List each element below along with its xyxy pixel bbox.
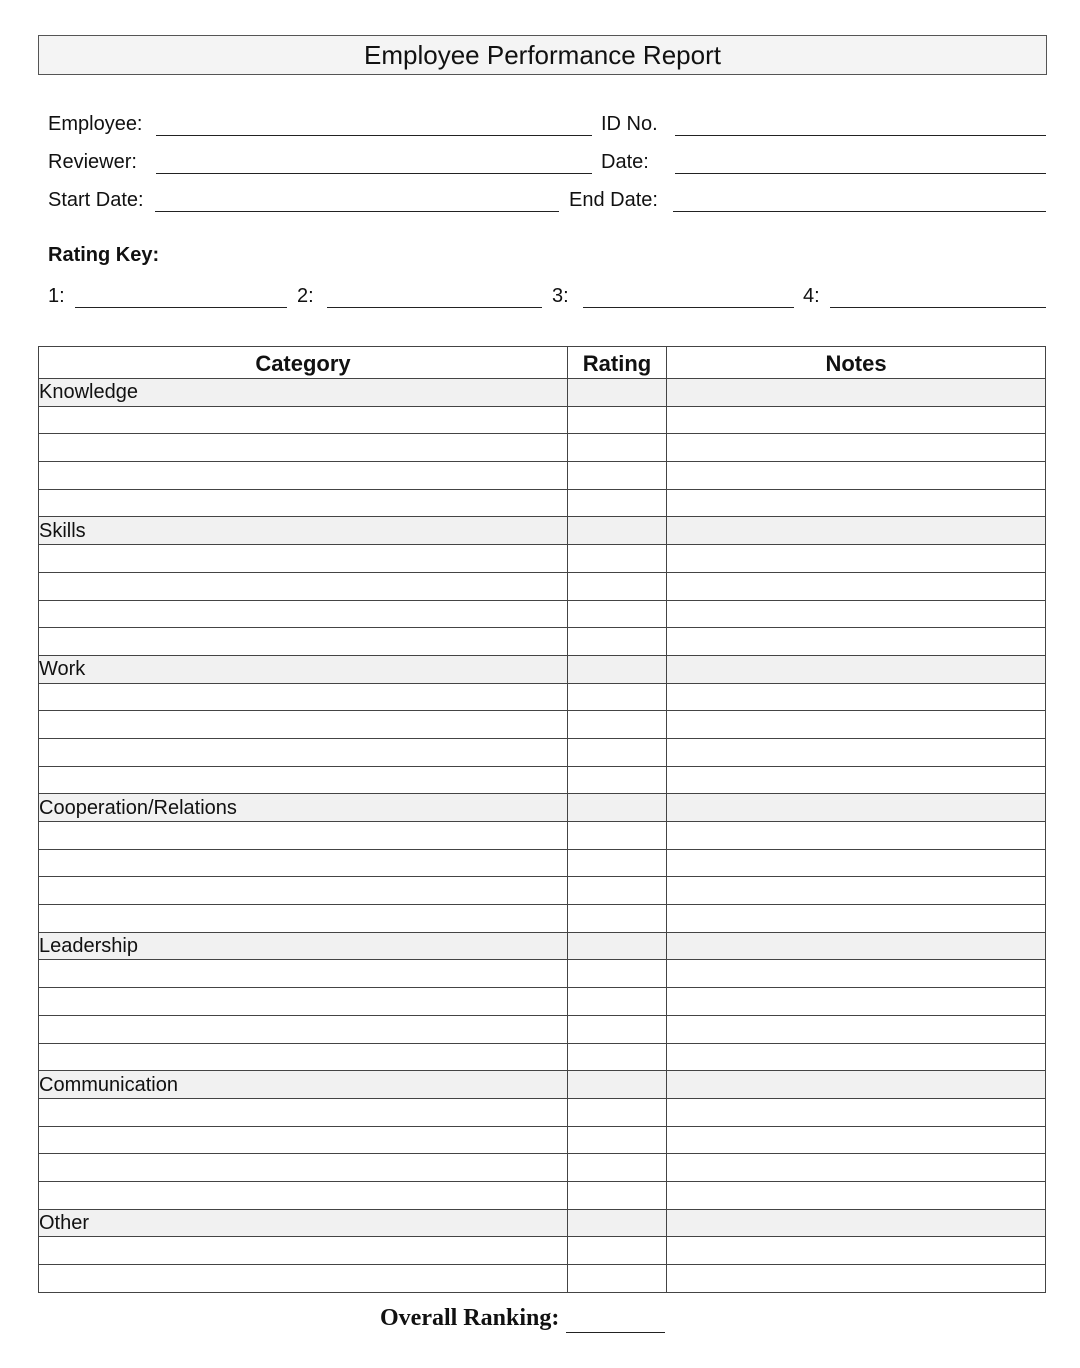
notes-cell[interactable]: [667, 655, 1046, 683]
notes-cell[interactable]: [667, 932, 1046, 960]
section-row: [39, 1209, 1046, 1237]
notes-cell[interactable]: [667, 1237, 1046, 1265]
table-row: [39, 545, 1046, 573]
category-cell[interactable]: [39, 766, 568, 794]
category-cell[interactable]: [39, 1015, 568, 1043]
table-row: [39, 988, 1046, 1016]
notes-cell[interactable]: [667, 489, 1046, 517]
rating-cell[interactable]: [568, 655, 667, 683]
section-label: Knowledge: [39, 379, 568, 407]
employee-label: Employee:: [48, 113, 143, 135]
rating-cell[interactable]: [568, 628, 667, 656]
category-cell[interactable]: [39, 434, 568, 462]
category-cell[interactable]: [39, 1126, 568, 1154]
section-label: Other: [39, 1209, 568, 1237]
section-label: Communication: [39, 1071, 568, 1099]
table-row: [39, 683, 1046, 711]
table-row: [39, 1265, 1046, 1293]
rating-cell[interactable]: [568, 932, 667, 960]
category-cell[interactable]: [39, 738, 568, 766]
rating-cell[interactable]: [568, 1181, 667, 1209]
section-label: Cooperation/Relations: [39, 794, 568, 822]
notes-cell[interactable]: [667, 1126, 1046, 1154]
category-cell[interactable]: [39, 905, 568, 933]
rating-key-1-label: 1:: [48, 285, 65, 307]
category-cell[interactable]: [39, 462, 568, 490]
notes-cell[interactable]: [667, 1154, 1046, 1182]
category-cell[interactable]: [39, 1237, 568, 1265]
section-row: [39, 932, 1046, 960]
table-row: [39, 822, 1046, 850]
notes-cell[interactable]: [667, 877, 1046, 905]
table-row: [39, 738, 1046, 766]
section-row: [39, 379, 1046, 407]
table-header-row: [39, 347, 1046, 379]
rating-cell[interactable]: [568, 1098, 667, 1126]
rating-cell[interactable]: [568, 1209, 667, 1237]
rating-key-2-label: 2:: [297, 285, 314, 307]
rating-cell[interactable]: [568, 738, 667, 766]
start-date-label: Start Date:: [48, 189, 144, 211]
rating-cell[interactable]: [568, 600, 667, 628]
rating-cell[interactable]: [568, 905, 667, 933]
table-row: [39, 462, 1046, 490]
category-cell[interactable]: [39, 1043, 568, 1071]
notes-cell[interactable]: [667, 1181, 1046, 1209]
table-row: [39, 434, 1046, 462]
notes-cell[interactable]: [667, 462, 1046, 490]
notes-cell[interactable]: [667, 1015, 1046, 1043]
table-row: [39, 489, 1046, 517]
category-cell[interactable]: [39, 683, 568, 711]
table-row: [39, 849, 1046, 877]
rating-key-2-field[interactable]: [327, 307, 542, 308]
table-row: [39, 572, 1046, 600]
section-label: Skills: [39, 517, 568, 545]
table-row: [39, 905, 1046, 933]
category-cell[interactable]: [39, 572, 568, 600]
rating-cell[interactable]: [568, 877, 667, 905]
section-row: [39, 655, 1046, 683]
rating-cell[interactable]: [568, 683, 667, 711]
category-cell[interactable]: [39, 545, 568, 573]
notes-cell[interactable]: [667, 628, 1046, 656]
rating-cell[interactable]: [568, 545, 667, 573]
rating-cell[interactable]: [568, 572, 667, 600]
notes-cell[interactable]: [667, 794, 1046, 822]
category-cell[interactable]: [39, 988, 568, 1016]
rating-cell[interactable]: [568, 988, 667, 1016]
rating-header: Rating: [568, 347, 667, 379]
date-label: Date:: [601, 151, 649, 173]
rating-cell[interactable]: [568, 1237, 667, 1265]
rating-cell[interactable]: [568, 1154, 667, 1182]
notes-cell[interactable]: [667, 517, 1046, 545]
table-row: [39, 711, 1046, 739]
table-row: [39, 766, 1046, 794]
table-row: [39, 1043, 1046, 1071]
notes-cell[interactable]: [667, 545, 1046, 573]
category-cell[interactable]: [39, 877, 568, 905]
rating-cell[interactable]: [568, 489, 667, 517]
rating-cell[interactable]: [568, 462, 667, 490]
overall-ranking-label: Overall Ranking:: [380, 1305, 560, 1331]
table-row: [39, 1126, 1046, 1154]
notes-cell[interactable]: [667, 600, 1046, 628]
rating-cell[interactable]: [568, 1071, 667, 1099]
notes-cell[interactable]: [667, 766, 1046, 794]
category-cell[interactable]: [39, 1154, 568, 1182]
notes-cell[interactable]: [667, 1209, 1046, 1237]
table-row: [39, 1154, 1046, 1182]
evaluation-table: [38, 346, 1046, 1293]
table-row: [39, 877, 1046, 905]
rating-key-4-field[interactable]: [830, 307, 1046, 308]
category-cell[interactable]: [39, 849, 568, 877]
notes-cell[interactable]: [667, 434, 1046, 462]
rating-cell[interactable]: [568, 766, 667, 794]
section-label: Work: [39, 655, 568, 683]
section-row: [39, 1071, 1046, 1099]
notes-cell[interactable]: [667, 1098, 1046, 1126]
notes-cell[interactable]: [667, 683, 1046, 711]
reviewer-label: Reviewer:: [48, 151, 137, 173]
reviewer-field[interactable]: [156, 173, 592, 174]
notes-cell[interactable]: [667, 738, 1046, 766]
notes-cell[interactable]: [667, 1043, 1046, 1071]
rating-cell[interactable]: [568, 1126, 667, 1154]
rating-cell[interactable]: [568, 711, 667, 739]
rating-cell[interactable]: [568, 406, 667, 434]
section-row: [39, 794, 1046, 822]
report-title: Employee Performance Report: [38, 35, 1047, 75]
table-row: [39, 1237, 1046, 1265]
notes-cell[interactable]: [667, 849, 1046, 877]
rating-key-4-label: 4:: [803, 285, 820, 307]
category-cell[interactable]: [39, 1265, 568, 1293]
category-cell[interactable]: [39, 711, 568, 739]
id-no-label: ID No.: [601, 113, 658, 135]
rating-cell[interactable]: [568, 849, 667, 877]
rating-key-3-field[interactable]: [583, 307, 794, 308]
rating-cell[interactable]: [568, 1265, 667, 1293]
notes-cell[interactable]: [667, 988, 1046, 1016]
end-date-field[interactable]: [673, 211, 1046, 212]
section-label: Leadership: [39, 932, 568, 960]
notes-cell[interactable]: [667, 406, 1046, 434]
rating-key-1-field[interactable]: [75, 307, 287, 308]
notes-cell[interactable]: [667, 960, 1046, 988]
rating-cell[interactable]: [568, 1015, 667, 1043]
table-row: [39, 406, 1046, 434]
notes-cell[interactable]: [667, 572, 1046, 600]
notes-cell[interactable]: [667, 379, 1046, 407]
rating-cell[interactable]: [568, 379, 667, 407]
id-no-field[interactable]: [675, 135, 1046, 136]
notes-cell[interactable]: [667, 822, 1046, 850]
category-cell[interactable]: [39, 1098, 568, 1126]
end-date-label: End Date:: [569, 189, 658, 211]
table-row: [39, 960, 1046, 988]
category-cell[interactable]: [39, 600, 568, 628]
rating-cell[interactable]: [568, 960, 667, 988]
category-cell[interactable]: [39, 406, 568, 434]
rating-cell[interactable]: [568, 434, 667, 462]
category-cell[interactable]: [39, 960, 568, 988]
section-row: [39, 517, 1046, 545]
rating-key-title: Rating Key:: [48, 244, 160, 266]
overall-ranking-field[interactable]: [566, 1332, 665, 1333]
rating-key-3-label: 3:: [552, 285, 569, 307]
table-row: [39, 600, 1046, 628]
notes-cell[interactable]: [667, 905, 1046, 933]
rating-cell[interactable]: [568, 794, 667, 822]
table-row: [39, 1098, 1046, 1126]
notes-cell[interactable]: [667, 711, 1046, 739]
category-cell[interactable]: [39, 1181, 568, 1209]
category-header: Category: [39, 347, 568, 379]
rating-cell[interactable]: [568, 517, 667, 545]
category-cell[interactable]: [39, 628, 568, 656]
start-date-field[interactable]: [155, 211, 559, 212]
rating-cell[interactable]: [568, 1043, 667, 1071]
employee-field[interactable]: [156, 135, 592, 136]
category-cell[interactable]: [39, 489, 568, 517]
table-row: [39, 1181, 1046, 1209]
table-row: [39, 1015, 1046, 1043]
category-cell[interactable]: [39, 822, 568, 850]
rating-cell[interactable]: [568, 822, 667, 850]
notes-cell[interactable]: [667, 1071, 1046, 1099]
date-field[interactable]: [675, 173, 1046, 174]
notes-cell[interactable]: [667, 1265, 1046, 1293]
notes-header: Notes: [667, 347, 1046, 379]
table-row: [39, 628, 1046, 656]
